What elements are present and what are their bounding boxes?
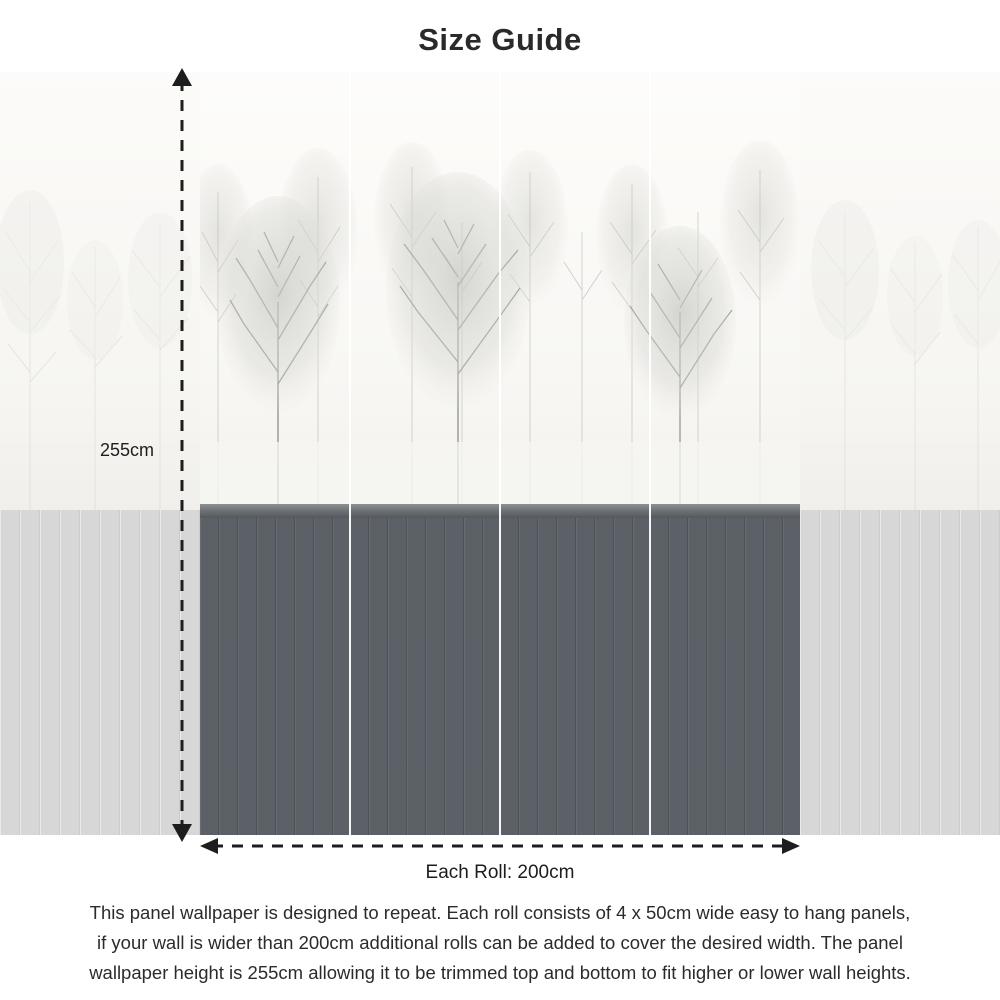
- caption-line-2: if your wall is wider than 200cm additional rolls can be added to cover the desired width. The panel: [97, 932, 903, 953]
- height-dimension-label: 255cm: [100, 440, 155, 460]
- panelling-stripes-3: [500, 518, 650, 835]
- roll-panel-2: [350, 72, 500, 835]
- width-dimension-label: Each Roll: 200cm: [425, 862, 575, 883]
- panelling-3: [500, 518, 650, 835]
- wallpaper-rolls: [200, 72, 800, 835]
- caption-line-1: This panel wallpaper is designed to repeat. Each roll consists of 4 x 50cm wide easy to hang panels,: [89, 902, 911, 923]
- height-dimension-line: [168, 66, 196, 846]
- page-title: Size Guide: [418, 22, 582, 57]
- roll-panel-1: [200, 72, 350, 835]
- side-trees-right: [800, 72, 1000, 510]
- roll-seam-3: [649, 72, 651, 835]
- dado-rail-4: [650, 504, 800, 518]
- roll-panel-4: [650, 72, 800, 835]
- panelling-2: [350, 518, 500, 835]
- roll-seam-2: [499, 72, 501, 835]
- panelling-1: [200, 518, 350, 835]
- dado-rail-2: [350, 504, 500, 518]
- dado-rail-3: [500, 504, 650, 518]
- dado-rail-1: [200, 504, 350, 518]
- caption-text: [28, 898, 972, 988]
- roll-seam-1: [349, 72, 351, 835]
- panelling-stripes-4: [650, 518, 800, 835]
- roll-panel-3: [500, 72, 650, 835]
- panelling-stripes-1: [200, 518, 350, 835]
- caption-line-3: wallpaper height is 255cm allowing it to be trimmed top and bottom to fit higher or lower wall heights.: [89, 962, 911, 983]
- panelling-4: [650, 518, 800, 835]
- width-dimension-line: [198, 838, 802, 854]
- panelling-stripes-2: [350, 518, 500, 835]
